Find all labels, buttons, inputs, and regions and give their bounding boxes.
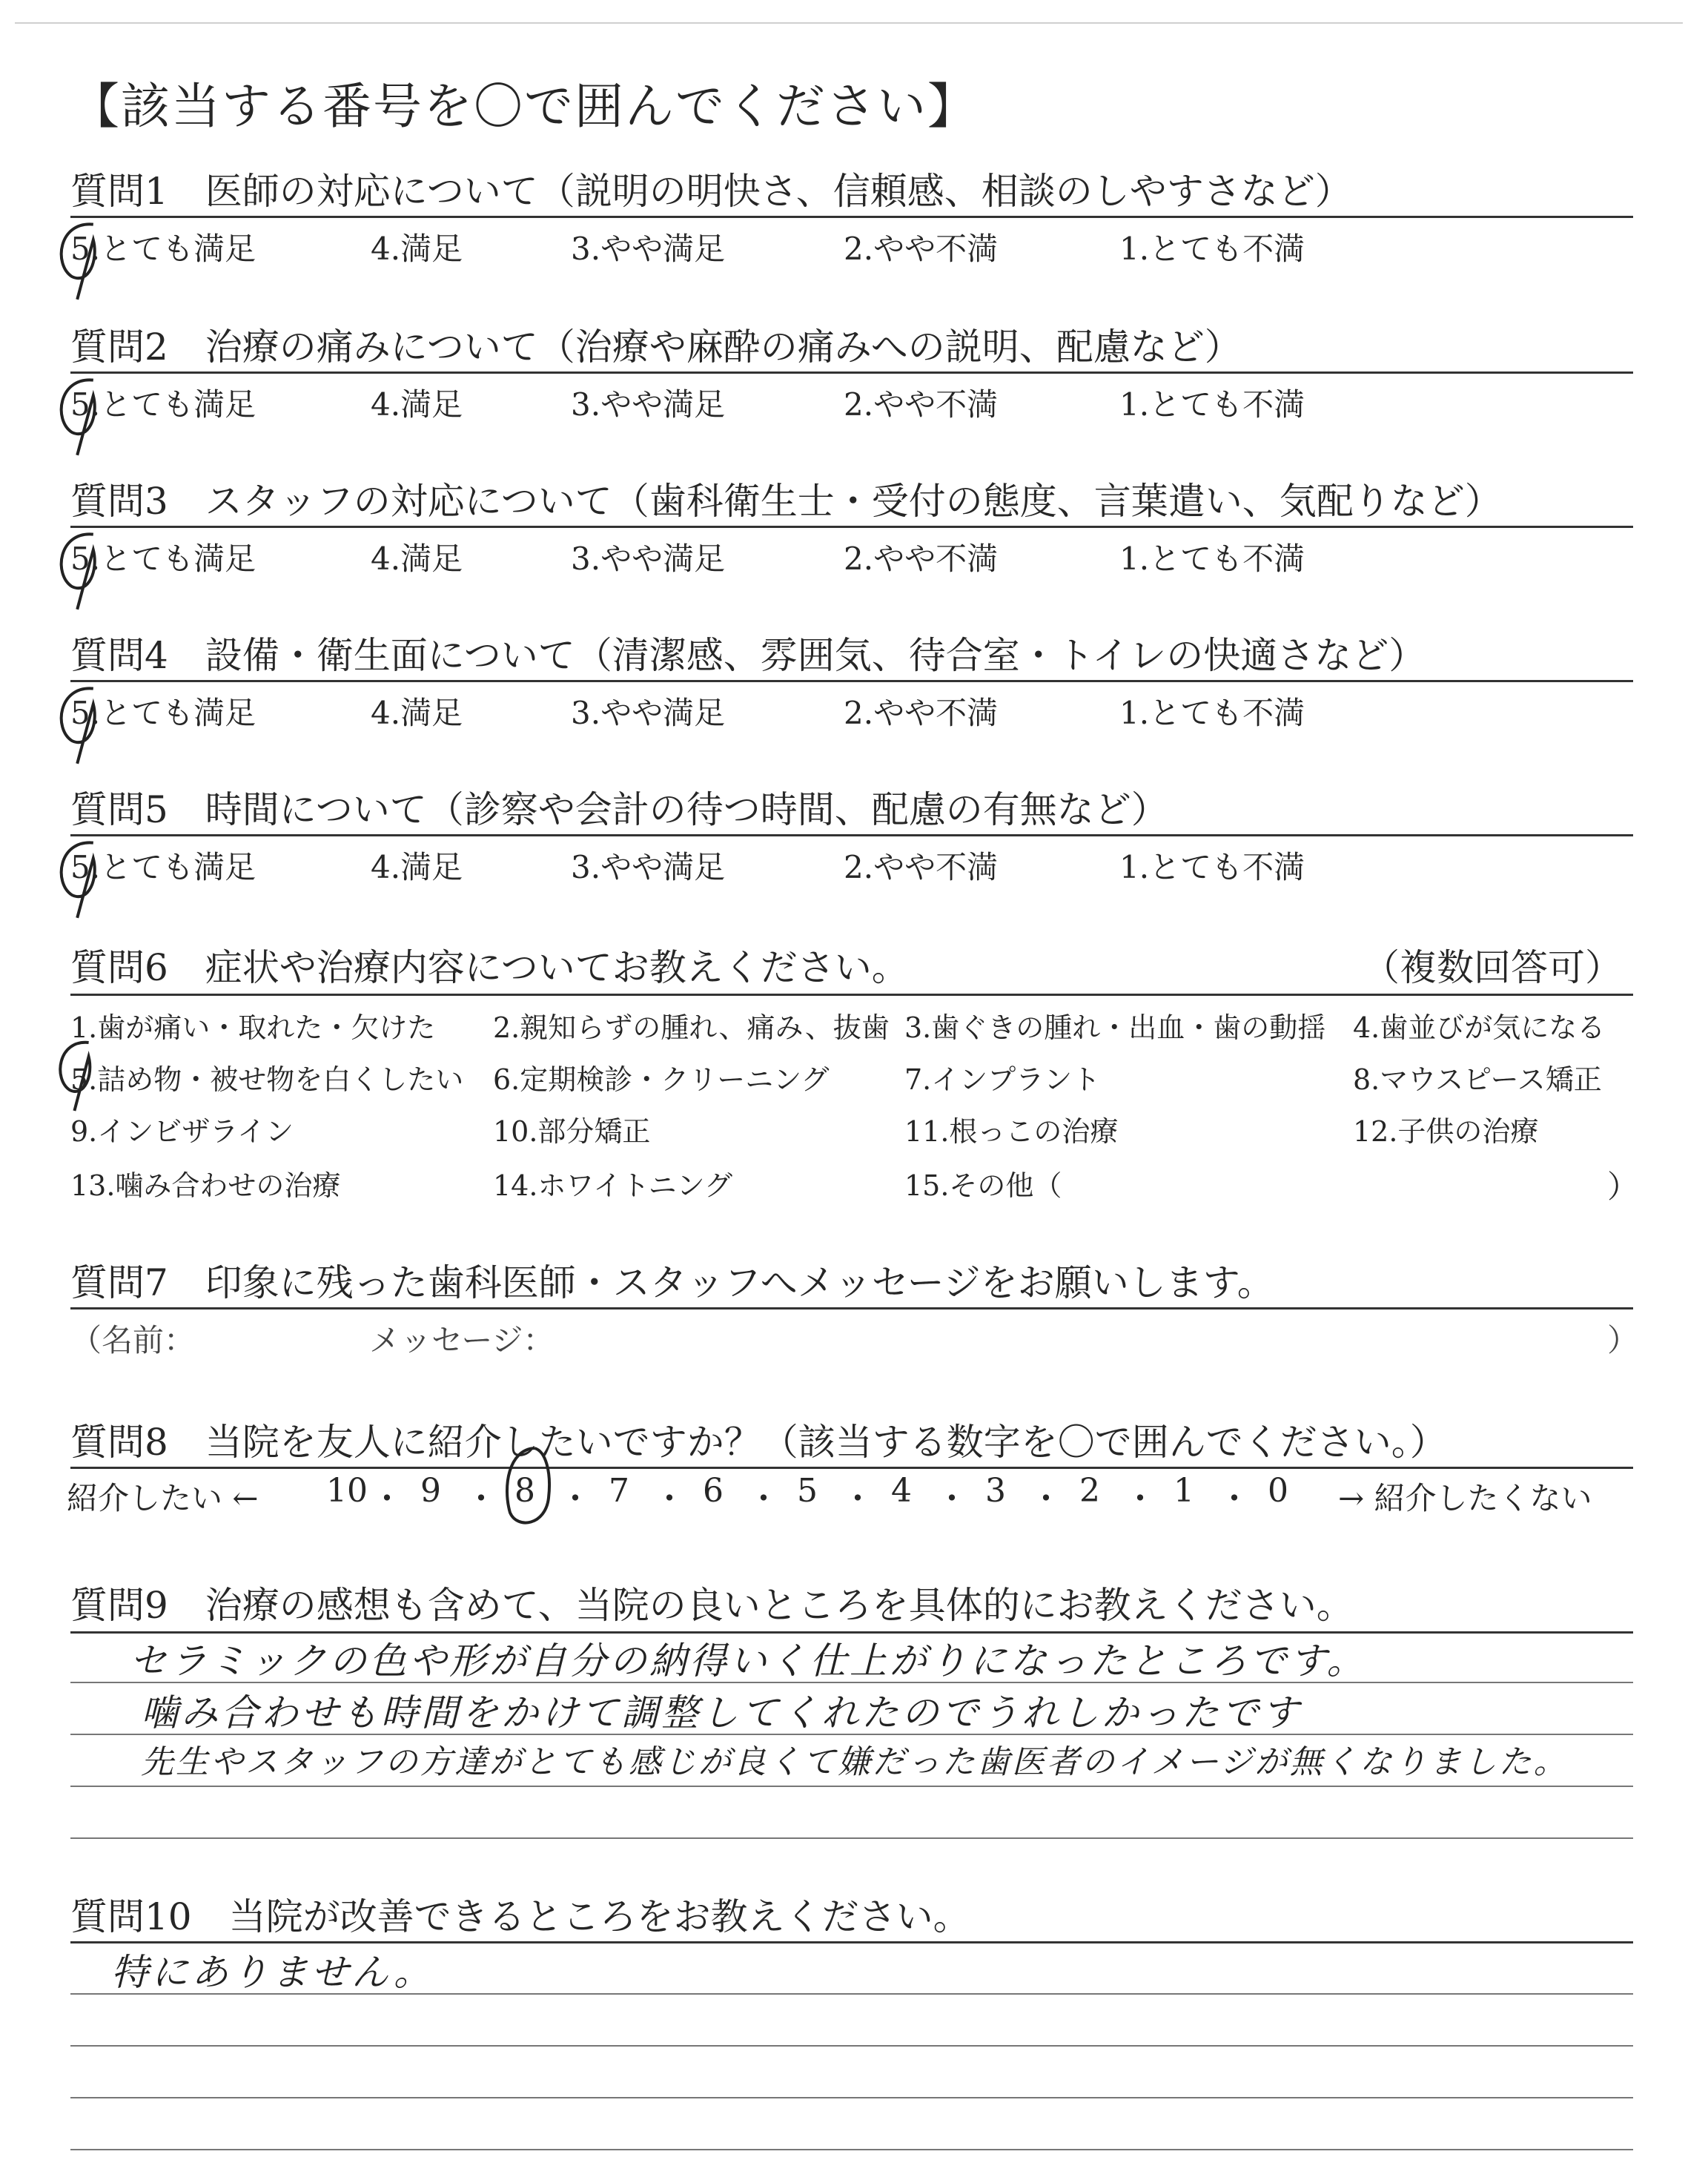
- q6-option: 7.インプラント: [904, 1063, 1101, 1096]
- q8-scale-value: 4: [891, 1472, 912, 1510]
- q6-other-close: ）: [1607, 1169, 1639, 1205]
- q10-title: 質問10 当院が改善できるところをお教えください。: [70, 1895, 970, 1938]
- q6-option: 3.歯ぐきの腫れ・出血・歯の動揺: [904, 1011, 1326, 1044]
- q1-option-2: 2.やや不満: [844, 231, 999, 267]
- q5-rule: [70, 834, 1633, 836]
- q6-option: 6.定期検診・クリーニング: [493, 1063, 830, 1096]
- q5-option-4: 4.満足: [371, 849, 463, 885]
- q1-option-4: 4.満足: [371, 231, 463, 267]
- q9-answer-line: [70, 1837, 1633, 1839]
- q1-option-5: 5.とても満足: [70, 231, 256, 267]
- q10-answer-line: [70, 2149, 1633, 2150]
- q2-title: 質問2 治療の痛みについて（治療や麻酔の痛みへの説明、配慮など）: [70, 326, 1242, 369]
- q4-option-4: 4.満足: [371, 695, 463, 731]
- q5-option-2: 2.やや不満: [844, 849, 999, 885]
- q7-rule: [70, 1307, 1633, 1309]
- q3-title: 質問3 スタッフの対応について（歯科衛生士・受付の態度、言葉遣い、気配りなど）: [70, 480, 1502, 523]
- q7-close-paren: ）: [1607, 1322, 1639, 1358]
- q8-scale-value: 8: [514, 1472, 535, 1510]
- q4-rule: [70, 680, 1633, 682]
- q2-option-1: 1.とても不満: [1119, 386, 1305, 423]
- q8-scale-value: 5: [797, 1472, 818, 1510]
- q3-option-1: 1.とても不満: [1119, 541, 1305, 577]
- q4-option-2: 2.やや不満: [844, 695, 999, 731]
- q8-scale-separator: ・: [747, 1480, 780, 1518]
- q8-scale-separator: ・: [1030, 1480, 1062, 1518]
- q8-scale-value: 1: [1174, 1472, 1194, 1510]
- q6-option: 9.インビザライン: [70, 1115, 294, 1148]
- q6-option: 8.マウスピース矯正: [1353, 1063, 1602, 1096]
- q8-scale-value: 6: [703, 1472, 724, 1510]
- q8-title: 質問8 当院を友人に紹介したいですか？（該当する数字を〇で囲んでください。）: [70, 1421, 1447, 1464]
- q8-rule: [70, 1467, 1633, 1469]
- q8-scale-separator: ・: [936, 1480, 968, 1518]
- q5-option-1: 1.とても不満: [1119, 849, 1305, 885]
- q9-answer-text: 噛み合わせも時間をかけて調整してくれたのでうれしかったです: [141, 1691, 1302, 1734]
- q4-option-5: 5.とても満足: [70, 695, 256, 731]
- q4-title: 質問4 設備・衛生面について（清潔感、雰囲気、待合室・トイレの快適さなど）: [70, 634, 1426, 677]
- q6-option: 15.その他（: [904, 1169, 1062, 1202]
- q2-selected-circle: [52, 375, 119, 457]
- q5-option-3: 3.やや満足: [571, 849, 726, 885]
- q6-option: 14.ホワイトニング: [493, 1169, 733, 1202]
- q8-scale-value: 10: [326, 1472, 368, 1510]
- q1-rule: [70, 216, 1633, 218]
- q6-rule: [70, 994, 1633, 996]
- q1-option-3: 3.やや満足: [571, 231, 726, 267]
- q8-scale-separator: ・: [465, 1480, 497, 1518]
- page-title: 【該当する番号を〇で囲んでください】: [70, 78, 978, 135]
- q2-option-4: 4.満足: [371, 386, 463, 423]
- q6-option: 10.部分矯正: [493, 1115, 651, 1148]
- q7-name-label: （名前：: [70, 1322, 196, 1358]
- q10-answer-line: [70, 2097, 1633, 2098]
- q10-answer-line: [70, 2045, 1633, 2047]
- q6-note: （複数回答可）: [1363, 946, 1622, 989]
- q6-option: 12.子供の治療: [1353, 1115, 1539, 1148]
- q5-title: 質問5 時間について（診察や会計の待つ時間、配慮の有無など）: [70, 788, 1168, 831]
- q4-option-3: 3.やや満足: [571, 695, 726, 731]
- q8-scale-separator: ・: [371, 1480, 403, 1518]
- q4-selected-circle: [52, 684, 119, 765]
- q8-scale-separator: ・: [1124, 1480, 1156, 1518]
- q7-title: 質問7 印象に残った歯科医師・スタッフへメッセージをお願いします。: [70, 1261, 1274, 1304]
- q3-selected-circle: [52, 529, 119, 611]
- q8-scale-value: 3: [985, 1472, 1006, 1510]
- q9-answer-text: セラミックの色や形が自分の納得いく仕上がりになったところです。: [130, 1639, 1367, 1682]
- q2-option-3: 3.やや満足: [571, 386, 726, 423]
- q8-scale-value: 0: [1268, 1472, 1288, 1510]
- q6-title: 質問6 症状や治療内容についてお教えください。: [70, 946, 909, 989]
- q3-option-5: 5.とても満足: [70, 541, 256, 577]
- q8-scale-value: 7: [609, 1472, 629, 1510]
- page-top-edge: [15, 22, 1683, 24]
- q8-scale-value: 9: [420, 1472, 441, 1510]
- q1-option-1: 1.とても不満: [1119, 231, 1305, 267]
- q7-message-label: メッセージ：: [369, 1322, 555, 1358]
- q10-answer-text: 特にありません。: [111, 1951, 434, 1994]
- q6-option: 2.親知らずの腫れ、痛み、抜歯: [493, 1011, 890, 1044]
- q6-option: 1.歯が痛い・取れた・欠けた: [70, 1011, 436, 1044]
- q3-option-4: 4.満足: [371, 541, 463, 577]
- q2-option-5: 5.とても満足: [70, 386, 256, 423]
- q8-selected-circle: [494, 1442, 560, 1531]
- q3-rule: [70, 526, 1633, 528]
- q4-option-1: 1.とても不満: [1119, 695, 1305, 731]
- q9-title: 質問9 治療の感想も含めて、当院の良いところを具体的にお教えください。: [70, 1584, 1354, 1627]
- q8-scale-value: 2: [1079, 1472, 1100, 1510]
- q6-selected-circle: [52, 1038, 111, 1112]
- q5-selected-circle: [52, 838, 119, 919]
- q1-title: 質問1 医師の対応について（説明の明快さ、信頼感、相談のしやすさなど）: [70, 170, 1352, 213]
- q8-left-label: 紹介したい ←: [67, 1480, 259, 1516]
- q6-option: 4.歯並びが気になる: [1353, 1011, 1606, 1044]
- q9-answer-line: [70, 1786, 1633, 1787]
- q6-option: 5.詰め物・被せ物を白くしたい: [70, 1063, 464, 1096]
- q1-selected-circle: [52, 219, 119, 301]
- q8-scale-separator: ・: [841, 1480, 874, 1518]
- q8-scale-separator: ・: [653, 1480, 686, 1518]
- q8-right-label: → 紹介したくない: [1338, 1480, 1592, 1516]
- q5-option-5: 5.とても満足: [70, 849, 256, 885]
- q3-option-2: 2.やや不満: [844, 541, 999, 577]
- q2-option-2: 2.やや不満: [844, 386, 999, 423]
- q8-scale-separator: ・: [1218, 1480, 1251, 1518]
- q2-rule: [70, 371, 1633, 374]
- q3-option-3: 3.やや満足: [571, 541, 726, 577]
- q8-scale-separator: ・: [559, 1480, 592, 1518]
- q6-option: 13.噛み合わせの治療: [70, 1169, 341, 1202]
- q9-answer-text: 先生やスタッフの方達がとても感じが良くて嫌だった歯医者のイメージが無くなりました。: [141, 1743, 1569, 1781]
- q6-option: 11.根っこの治療: [904, 1115, 1119, 1148]
